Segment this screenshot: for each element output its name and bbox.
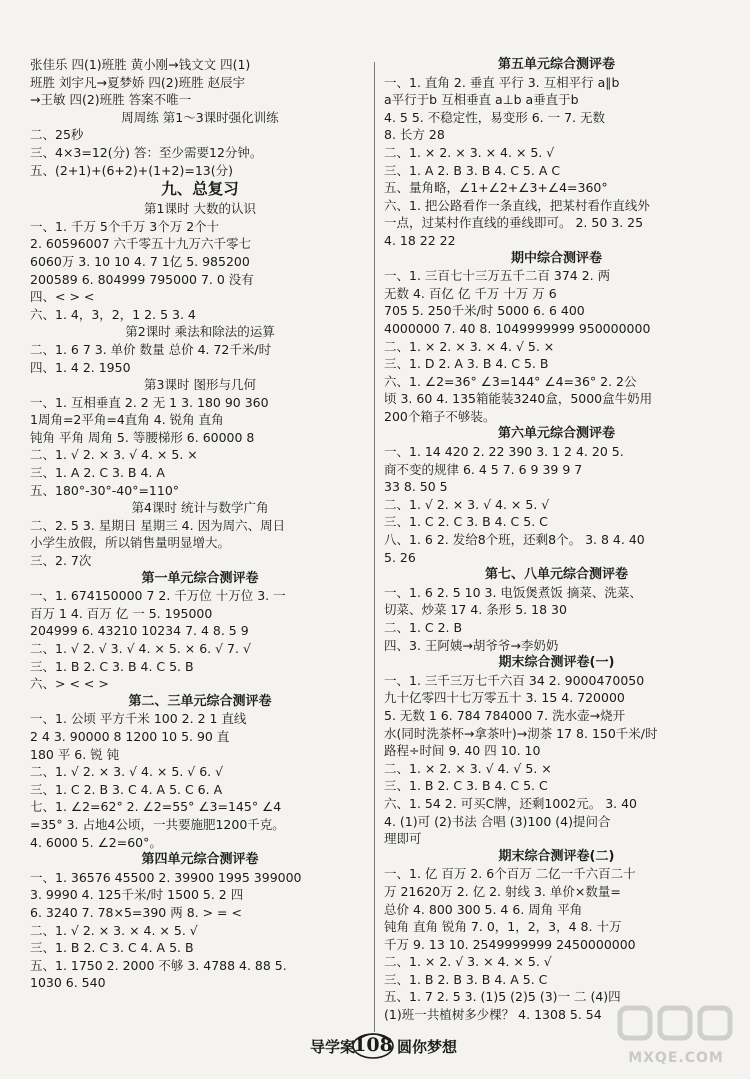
- answer-line: =35° 3. 占地4公顷，一共要施肥1200千克。: [30, 816, 285, 832]
- answer-line: 六、> < < >: [30, 676, 109, 692]
- answer-line: 一、1. 公顷 平方千米 100 2. 2 1 直线: [30, 711, 247, 727]
- answer-line: 二、1. √ 2. × 3. √ 4. × 5. √ 6. √: [30, 764, 224, 780]
- answer-line: 六、1. ∠2=36° ∠3=144° ∠4=36° 2. 2公: [384, 373, 637, 389]
- answer-line: 万 21620万 2. 亿 2. 射线 3. 单价×数量=: [384, 883, 621, 899]
- answer-line: 三、1. B 2. B 3. B 4. A 5. C: [384, 971, 548, 987]
- answer-line: (1)班一共植树多少棵？ 4. 1308 5. 54: [384, 1007, 602, 1023]
- answer-line: 一、1. 36576 45500 2. 39900 1995 399000: [30, 869, 302, 885]
- answer-line: 五、(2+1)+(6+2)+(1+2)=13(分): [30, 162, 233, 178]
- answer-line: 一、1. 三千三万七千六百 34 2. 9000470050: [384, 672, 645, 688]
- answer-line: 二、25秒: [30, 127, 84, 143]
- answer-line: 小学生放假，所以销售量明显增大。: [30, 535, 231, 551]
- answer-line: 七、1. ∠2=62° 2. ∠2=55° ∠3=145° ∠4: [30, 799, 282, 815]
- answer-line: 三、1. B 2. C 3. B 4. C 5. C: [384, 778, 548, 794]
- answer-line: 六、1. 54 2. 可买C牌，还剩1002元。 3. 40: [384, 795, 637, 811]
- section-heading: 九、总复习: [161, 180, 239, 199]
- answer-line: 204999 6. 43210 10234 7. 4 8. 5 9: [30, 623, 249, 639]
- answer-line: 五、180°-30°-40°=110°: [30, 482, 180, 498]
- answer-line: 三、2. 7次: [30, 553, 92, 569]
- answer-line: 路程÷时间 9. 40 四 10. 10: [384, 743, 541, 759]
- answer-line: 钝角 直角 锐角 7. 0，1，2，3，4 8. 十万: [384, 919, 622, 935]
- answer-line: 3. 9990 4. 125千米/时 1500 5. 2 四: [30, 887, 244, 903]
- answer-line: 二、1. × 2. × 3. × 4. √ 5. ×: [384, 338, 555, 354]
- left-column: [30, 56, 370, 992]
- answer-line: 二、2. 5 3. 星期日 星期三 4. 因为周六、周日: [30, 517, 286, 533]
- answer-line: 180 平 6. 锐 钝: [30, 746, 120, 762]
- answer-line: 2 4 3. 90000 8 1200 10 5. 90 直: [30, 728, 230, 744]
- answer-line: 千万 9. 13 10. 2549999999 2450000000: [384, 936, 636, 952]
- answer-line: 4000000 7. 40 8. 1049999999 950000000: [384, 320, 651, 336]
- answer-line: →王敏 四(2)班胜 答案不唯一: [30, 92, 192, 108]
- answer-line: 二、1. × 2. √ 3. × 4. × 5. √: [384, 954, 552, 970]
- answer-line: 总价 4. 800 300 5. 4 6. 周角 平角: [384, 901, 583, 917]
- section-heading: 期末综合测评卷(一): [498, 655, 615, 671]
- answer-line: 五、量角略，∠1+∠2+∠3+∠4=360°: [384, 180, 608, 196]
- answer-line: 张佳乐 四(1)班胜 黄小刚→钱文文 四(1): [30, 57, 251, 72]
- answer-line: 6. 3240 7. 78×5=390 两 8. > = <: [30, 904, 242, 920]
- watermark-icon: [612, 1000, 740, 1052]
- section-heading: 期中综合测评卷: [510, 250, 602, 266]
- answer-line: a平行于b 互相垂直 a⊥b a垂直于b: [384, 92, 579, 108]
- answer-line: 二、1. √ 2. × 3. √ 4. × 5. ×: [30, 447, 198, 463]
- answer-line: 切菜、炒菜 17 4. 条形 5. 18 30: [384, 602, 567, 618]
- answer-line: 六、1. 4，3，2，1 2. 5 3. 4: [30, 306, 196, 322]
- answer-line: 三、1. A 2. B 3. B 4. C 5. A C: [384, 162, 561, 178]
- answer-line: 705 5. 250千米/时 5000 6. 6 400: [384, 303, 585, 319]
- answer-line: 三、1. D 2. A 3. B 4. C 5. B: [384, 356, 549, 372]
- watermark-logo: [612, 1000, 740, 1072]
- answer-line: 五、1. 1750 2. 2000 不够 3. 4788 4. 88 5.: [30, 957, 287, 973]
- answer-line: 五、1. 7 2. 5 3. (1)5 (2)5 (3)一 二 (4)四: [384, 989, 621, 1005]
- answer-line: 三、1. B 2. C 3. B 4. C 5. B: [30, 658, 194, 674]
- footer-brand-right: 圆你梦想: [397, 1038, 458, 1056]
- answer-line: 四、1. 4 2. 1950: [30, 359, 131, 375]
- answer-line: 一、1. 千万 5个千万 3个万 2个十: [30, 218, 220, 234]
- section-heading: 期末综合测评卷(二): [498, 848, 615, 864]
- right-column: [384, 56, 729, 1024]
- answer-line: 4. (1)可 (2)书法 合唱 (3)100 (4)提问合: [384, 813, 611, 829]
- answer-line: 一、1. 674150000 7 2. 千万位 十万位 3. 一: [30, 588, 286, 604]
- answer-line: 商不变的规律 6. 4 5 7. 6 9 39 9 7: [384, 461, 583, 477]
- answer-line: 一点，过某村作直线的垂线即可。 2. 50 3. 25: [384, 215, 644, 231]
- section-heading: 第七、八单元综合测评卷: [484, 567, 628, 583]
- column-divider: [374, 62, 375, 1032]
- answer-line: 1周角=2平角=4直角 4. 锐角 直角: [30, 412, 224, 428]
- answer-line: 6060万 3. 10 10 4. 7 1亿 5. 985200: [30, 253, 250, 269]
- answer-line: 九十亿零四十七万零五十 3. 15 4. 720000: [384, 690, 625, 706]
- answer-line: 三、1. C 2. C 3. B 4. C 5. C: [384, 514, 548, 530]
- answer-line: 二、1. × 2. × 3. √ 4. √ 5. ×: [384, 760, 552, 776]
- answer-line: 一、1. 三百七十三万五千二百 374 2. 两: [384, 268, 611, 284]
- answer-line: 33 8. 50 5: [384, 479, 448, 495]
- answer-line: 4. 5 5. 不稳定性，易变形 6. 一 7. 无数: [384, 109, 605, 125]
- answer-line: 顷 3. 60 4. 135箱能装3240盒，5000盒牛奶用: [384, 391, 653, 407]
- answer-line: 4. 18 22 22: [384, 232, 456, 248]
- section-heading: 第3课时 图形与几何: [144, 377, 256, 393]
- section-heading: 第六单元综合测评卷: [497, 426, 615, 442]
- answer-line: 一、1. 14 420 2. 22 390 3. 1 2 4. 20 5.: [384, 444, 624, 460]
- answer-line: 二、1. C 2. B: [384, 620, 463, 635]
- section-heading: 第一单元综合测评卷: [141, 570, 259, 586]
- section-heading: 第1课时 大数的认识: [144, 201, 256, 217]
- answer-line: 四、3. 王阿姨→胡爷爷→李奶奶: [384, 637, 559, 653]
- answer-line: 2. 60596007 六千零五十九万六千零七: [30, 236, 251, 252]
- answer-line: 百万 1 4. 百万 亿 一 5. 195000: [30, 605, 213, 621]
- answer-line: 二、1. √ 2. √ 3. √ 4. × 5. × 6. √ 7. √: [30, 641, 251, 656]
- answer-line: 8. 长方 28: [384, 127, 445, 143]
- answer-line: 4. 6000 5. ∠2=60°。: [30, 834, 162, 850]
- answer-line: 一、1. 直角 2. 垂直 平行 3. 互相平行 a∥b: [384, 74, 620, 90]
- answer-line: 200589 6. 804999 795000 7. 0 没有: [30, 271, 254, 287]
- page-number: 108: [352, 1030, 394, 1060]
- answer-line: 200个箱子不够装。: [384, 408, 496, 424]
- answer-line: 一、1. 亿 百万 2. 6个百万 二亿一千六百二十: [384, 866, 636, 882]
- answer-line: 二、1. √ 2. × 3. √ 4. × 5. √: [384, 496, 550, 512]
- answer-line: 5. 无数 1 6. 784 784000 7. 洗水壶→烧开: [384, 707, 626, 723]
- watermark-text: MXQE.COM: [628, 1050, 724, 1066]
- answer-line: 三、1. A 2. C 3. B 4. A: [30, 465, 165, 481]
- section-heading: 第五单元综合测评卷: [497, 57, 615, 72]
- answer-line: 钝角 平角 周角 5. 等腰梯形 6. 60000 8: [30, 429, 255, 445]
- answer-line: 八、1. 6 2. 发给8个班，还剩8个。 3. 8 4. 40: [384, 532, 645, 548]
- answer-line: 二、1. 6 7 3. 单价 数量 总价 4. 72千米/时: [30, 341, 272, 357]
- answer-line: 理即可: [384, 831, 422, 847]
- answer-line: 六、1. 把公路看作一条直线，把某村看作直线外: [384, 197, 650, 213]
- answer-line: 水(同时洗茶杯→拿茶叶)→沏茶 17 8. 150千米/时: [384, 725, 658, 741]
- section-heading: 第四单元综合测评卷: [141, 852, 259, 868]
- answer-line: 四、< > <: [30, 289, 95, 305]
- answer-line: 二、1. √ 2. × 3. × 4. × 5. √: [30, 922, 198, 938]
- answer-line: 一、1. 互相垂直 2. 2 无 1 3. 180 90 360: [30, 394, 269, 410]
- answer-line: 班胜 刘宇凡→夏梦娇 四(2)班胜 赵辰宇: [30, 74, 246, 90]
- footer-brand-left: 导学案: [310, 1038, 356, 1056]
- answer-line: 无数 4. 百亿 亿 千万 十万 万 6: [384, 285, 557, 301]
- answer-line: 1030 6. 540: [30, 975, 106, 991]
- answer-line: 二、1. × 2. × 3. × 4. × 5. √: [384, 144, 555, 160]
- answer-line: 一、1. 6 2. 5 10 3. 电饭煲煮饭 摘菜、洗菜、: [384, 584, 642, 600]
- answer-line: 5. 26: [384, 549, 416, 565]
- section-heading: 第二、三单元综合测评卷: [128, 693, 272, 709]
- section-heading: 周周练 第1～3课时强化训练: [121, 109, 279, 125]
- section-heading: 第2课时 乘法和除法的运算: [125, 324, 275, 340]
- answer-line: 三、1. C 2. B 3. C 4. A 5. C 6. A: [30, 781, 223, 797]
- answer-line: 三、1. B 2. C 3. C 4. A 5. B: [30, 940, 194, 956]
- section-heading: 第4课时 统计与数学广角: [131, 500, 269, 516]
- answer-line: 三、4×3=12(分) 答：至少需要12分钟。: [30, 144, 263, 160]
